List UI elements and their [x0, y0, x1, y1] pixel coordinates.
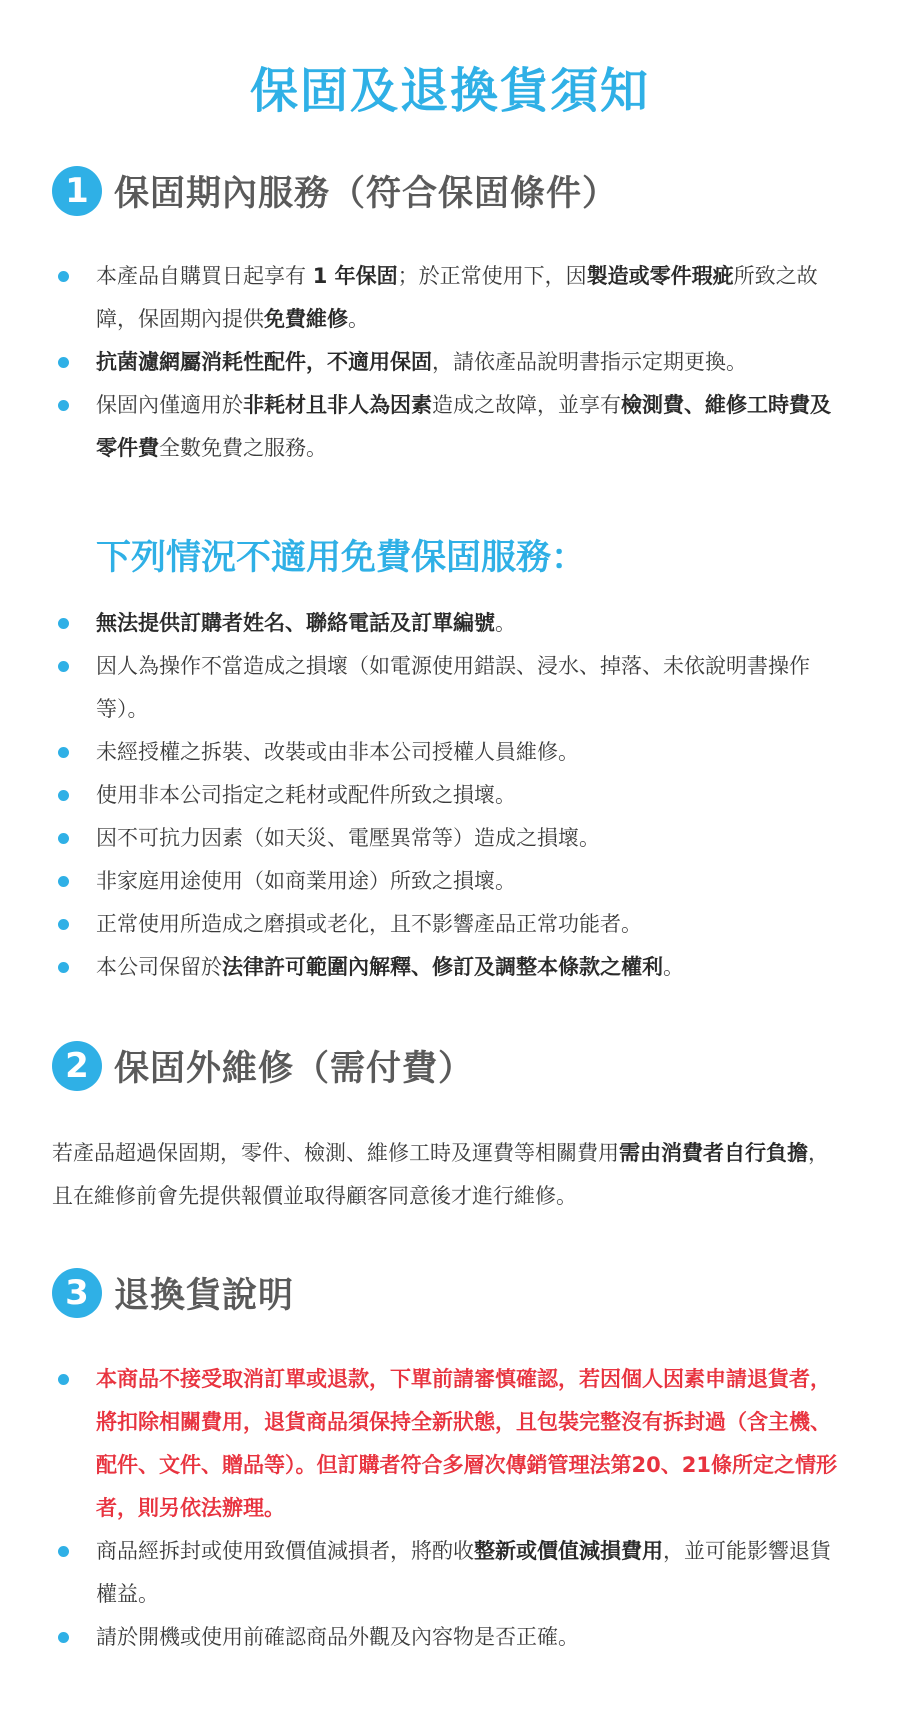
- list-item: 請於開機或使用前確認商品外觀及內容物是否正確。: [52, 1616, 842, 1659]
- bullet-icon: [58, 271, 69, 282]
- section-1-number-badge: 1: [52, 166, 102, 216]
- section-3-number-badge: 3: [52, 1268, 102, 1318]
- list-item: 商品經拆封或使用致價值減損者，將酌收整新或價值減損費用，並可能影響退貨權益。: [52, 1530, 842, 1616]
- exclusions-list: [52, 602, 842, 989]
- bullet-icon: [58, 357, 69, 368]
- bullet-icon: [58, 618, 69, 629]
- page-title: 保固及退換貨須知: [249, 63, 650, 119]
- bullet-icon: [58, 1632, 69, 1643]
- bullet-icon: [58, 661, 69, 672]
- list-item: 因人為操作不當造成之損壞（如電源使用錯誤、浸水、掉落、未依說明書操作等）。: [52, 645, 842, 731]
- section-1-header: [52, 164, 618, 218]
- section-2-header: [52, 1039, 474, 1093]
- return-policy-list: [52, 1358, 842, 1659]
- list-item-warning: 本商品不接受取消訂單或退款，下單前請審慎確認，若因個人因素申請退貨者，將扣除相關費用，退貨商品須保持全新狀態，且包裝完整沒有拆封過（含主機、配件、文件、贈品等）。但訂購者符合多層次傳銷管理法第20、21條所定之情形者，則另依法辦理。: [52, 1358, 842, 1530]
- bullet-icon: [58, 1546, 69, 1557]
- bullet-icon: [58, 876, 69, 887]
- warranty-coverage-list: [52, 255, 842, 470]
- section-2-title: 保固外維修（需付費）: [114, 1049, 475, 1089]
- bullet-icon: [58, 747, 69, 758]
- list-item: 本公司保留於法律許可範圍內解釋、修訂及調整本條款之權利。: [52, 946, 842, 989]
- out-of-warranty-paragraph: 若產品超過保固期，零件、檢測、維修工時及運費等相關費用需由消費者自行負擔，且在維修前會先提供報價並取得顧客同意後才進行維修。: [52, 1141, 829, 1208]
- list-item: 無法提供訂購者姓名、聯絡電話及訂單編號。: [52, 602, 842, 645]
- list-item: 因不可抗力因素（如天災、電壓異常等）造成之損壞。: [52, 817, 842, 860]
- bullet-icon: [58, 790, 69, 801]
- bullet-icon: [58, 833, 69, 844]
- section-1-title: 保固期內服務（符合保固條件）: [114, 174, 619, 214]
- list-item: 保固內僅適用於非耗材且非人為因素造成之故障，並享有檢測費、維修工時費及零件費全數免費之服務。: [52, 384, 842, 470]
- list-item: 未經授權之拆裝、改裝或由非本公司授權人員維修。: [52, 731, 842, 774]
- section-3-title: 退換貨說明: [114, 1276, 295, 1316]
- list-item: 非家庭用途使用（如商業用途）所致之損壞。: [52, 860, 842, 903]
- exclusions-heading: 下列情況不適用免費保固服務：: [96, 538, 587, 578]
- bullet-icon: [58, 400, 69, 411]
- list-item: 使用非本公司指定之耗材或配件所致之損壞。: [52, 774, 842, 817]
- bullet-icon: [58, 1374, 69, 1385]
- section-3-header: [52, 1266, 294, 1320]
- bullet-icon: [58, 919, 69, 930]
- list-item: 正常使用所造成之磨損或老化，且不影響產品正常功能者。: [52, 903, 842, 946]
- section-2-number-badge: 2: [52, 1041, 102, 1091]
- list-item: 抗菌濾網屬消耗性配件，不適用保固，請依產品說明書指示定期更換。: [52, 341, 842, 384]
- list-item: 本產品自購買日起享有 1 年保固；於正常使用下，因製造或零件瑕疵所致之故障，保固期內提供免費維修。: [52, 255, 842, 341]
- bullet-icon: [58, 962, 69, 973]
